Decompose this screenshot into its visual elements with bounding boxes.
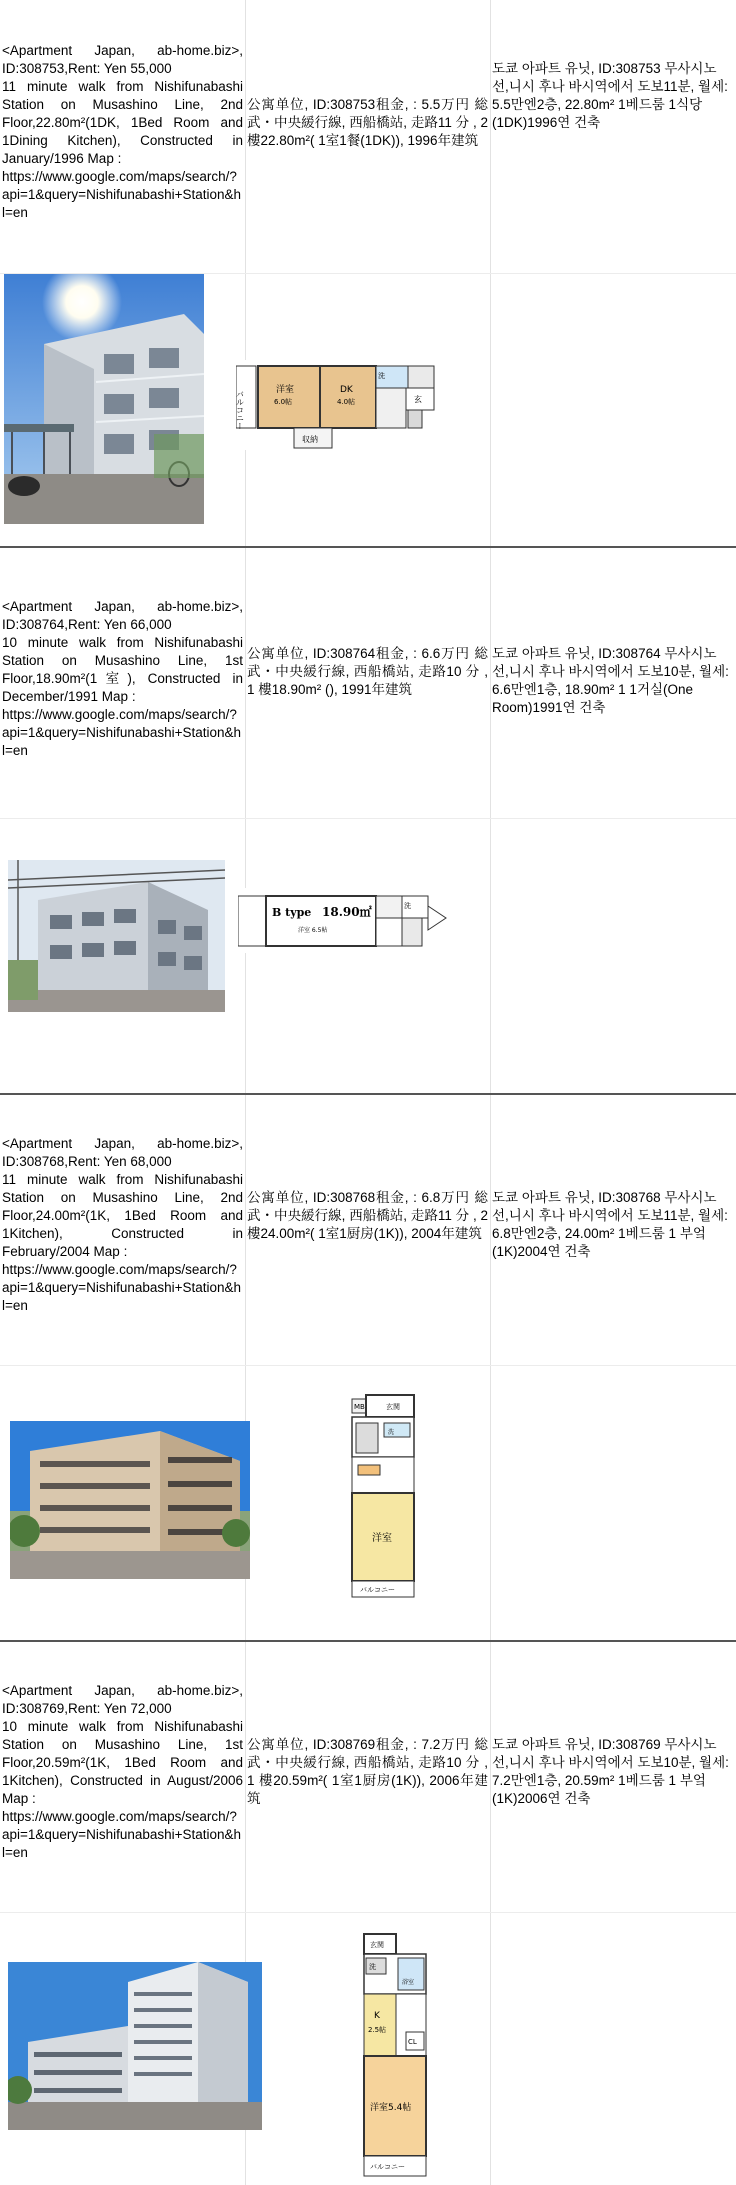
plan-wash-label: 洗 [369, 1963, 376, 1971]
building-photo [10, 1421, 250, 1579]
map-link[interactable]: https://www.google.com/maps/search/?api=1&query=Nishifunabashi+Station&hl=en [2, 1262, 242, 1313]
building-photo [8, 1962, 262, 2130]
listing-en-text [2, 598, 243, 808]
plan-room-size: 6.0帖 [274, 398, 293, 406]
listing-308769 [0, 1642, 736, 2185]
listing-en-title: <Apartment Japan, ab-home.biz>, ID:308768,Rent: Yen 68,000 [2, 1136, 243, 1169]
plan-mb-label: MB [354, 1403, 365, 1411]
plan-wash-label: 洗 [404, 902, 411, 910]
listing-ko-text: 도쿄 아파트 유닛, ID:308764 무사시노 선,니시 후나 바시역에서 도보10분, 월세: 6.6만엔1층, 18.90m² 1 1거실(One Room)1991연 건축 [492, 646, 729, 715]
listing-308768 [0, 1095, 736, 1641]
plan-storage-label: 収納 [302, 435, 318, 444]
plan-dk-size: 4.0帖 [337, 398, 356, 406]
plan-bath-label: 浴室 [402, 1979, 415, 1986]
listing-ko-text: 도쿄 아파트 유닛, ID:308753 무사시노 선,니시 후나 바시역에서 도보11분, 월세: 5.5만엔2층, 22.80m² 1베드룸 1식당(1DK)1996연 건축 [492, 61, 728, 130]
building-photo [4, 274, 204, 524]
plan-type-label: B type [272, 906, 312, 919]
plan-wash-label: 洗 [388, 1429, 395, 1436]
plan-room-label: 洋室 [276, 385, 295, 395]
building-photo [8, 860, 225, 1012]
plan-balcony-label: バルコニー [360, 1586, 395, 1594]
plan-entrance-label: 玄 [414, 395, 422, 404]
floor-plan [236, 360, 468, 450]
listing-en-text [2, 1135, 243, 1355]
listing-zh-text: 公寓单位, ID:308768租金, : 6.8万円 総武・中央緩行線, 西船橋站, 走路11 分 , 2 樓24.00m²( 1室1厨房(1K)), 2004年建筑 [247, 1190, 488, 1241]
listing-en-title: <Apartment Japan, ab-home.biz>, ID:308769,Rent: Yen 72,000 [2, 1683, 243, 1716]
plan-room-label: 洋室 6.5帖 [298, 927, 328, 934]
listing-en-title: <Apartment Japan, ab-home.biz>, ID:308764,Rent: Yen 66,000 [2, 599, 243, 632]
listing-en-body: 11 minute walk from Nishifunabashi Station on Musashino Line, 2nd Floor,22.80m²(1DK, 1Bed Room and 1Dining Kitchen), Constructed in January/1996 Map : [2, 79, 243, 166]
listing-en-text [2, 1682, 243, 1902]
listing-zh-text: 公寓单位, ID:308764租金, : 6.6万円 総武・中央緩行線, 西船橋站, 走路10 分 , 1 樓18.90m² (), 1991年建筑 [247, 646, 488, 697]
floor-plan [238, 888, 453, 953]
listing-en-title: <Apartment Japan, ab-home.biz>, ID:308753,Rent: Yen 55,000 [2, 43, 243, 76]
listing-zh-text: 公寓单位, ID:308753租金, : 5.5万円 総武・中央緩行線, 西船橋站, 走路11 分 , 2 樓22.80m²( 1室1餐(1DK)), 1996年建筑 [247, 97, 488, 148]
listing-en-body: 10 minute walk from Nishifunabashi Station on Musashino Line, 1st Floor,20.59m²(1K, 1Bed Room and 1Kitchen), Constructed in August/2006 Map : [2, 1719, 243, 1806]
plan-dk-label: DK [340, 385, 353, 395]
map-link[interactable]: https://www.google.com/maps/search/?api=1&query=Nishifunabashi+Station&hl=en [2, 707, 242, 758]
listing-ko-text: 도쿄 아파트 유닛, ID:308768 무사시노 선,니시 후나 바시역에서 도보11분, 월세: 6.8만엔2층, 24.00m² 1베드룸 1 부엌(1K)2004연 건축 [492, 1190, 728, 1259]
floor-plan [350, 1393, 420, 1611]
floor-plan [362, 1932, 430, 2180]
plan-area-label: 18.90㎡ [322, 905, 372, 919]
plan-k-size: 2.5帖 [368, 2026, 387, 2034]
plan-entrance-label: 玄関 [370, 1941, 384, 1949]
plan-wash-label: 洗 [378, 372, 385, 380]
listing-en-body: 10 minute walk from Nishifunabashi Station on Musashino Line, 1st Floor,18.90m²(1室), Constructed in December/1991 Map : [2, 635, 243, 704]
plan-entrance-label: 玄関 [386, 1403, 400, 1411]
plan-cl-label: CL [408, 2038, 417, 2046]
map-link[interactable]: https://www.google.com/maps/search/?api=1&query=Nishifunabashi+Station&hl=en [2, 169, 242, 220]
plan-balcony-label: バルコニー [370, 2163, 405, 2171]
plan-room-label: 洋室5.4帖 [370, 2103, 412, 2113]
listing-308753 [0, 0, 736, 546]
listing-zh-text: 公寓单位, ID:308769租金, : 7.2万円 総武・中央緩行線, 西船橋站, 走路10 分 , 1 樓20.59m²( 1室1厨房(1K)), 2006年建筑 [247, 1737, 488, 1806]
listing-en-body: 11 minute walk from Nishifunabashi Station on Musashino Line, 2nd Floor,24.00m²(1K, 1Bed Room and 1Kitchen), Constructed in February/2004 Map : [2, 1172, 243, 1259]
map-link[interactable]: https://www.google.com/maps/search/?api=1&query=Nishifunabashi+Station&hl=en [2, 1809, 242, 1860]
listing-en-text [2, 42, 243, 262]
plan-k-label: K [374, 2011, 380, 2021]
plan-balcony-label: バルコニー [236, 390, 245, 430]
listing-ko-text: 도쿄 아파트 유닛, ID:308769 무사시노 선,니시 후나 바시역에서 도보10분, 월세: 7.2만엔1층, 20.59m² 1베드룸 1 부엌(1K)2006연 건축 [492, 1737, 729, 1806]
plan-room-label: 洋室 [372, 1533, 392, 1544]
listing-308764 [0, 548, 736, 1094]
